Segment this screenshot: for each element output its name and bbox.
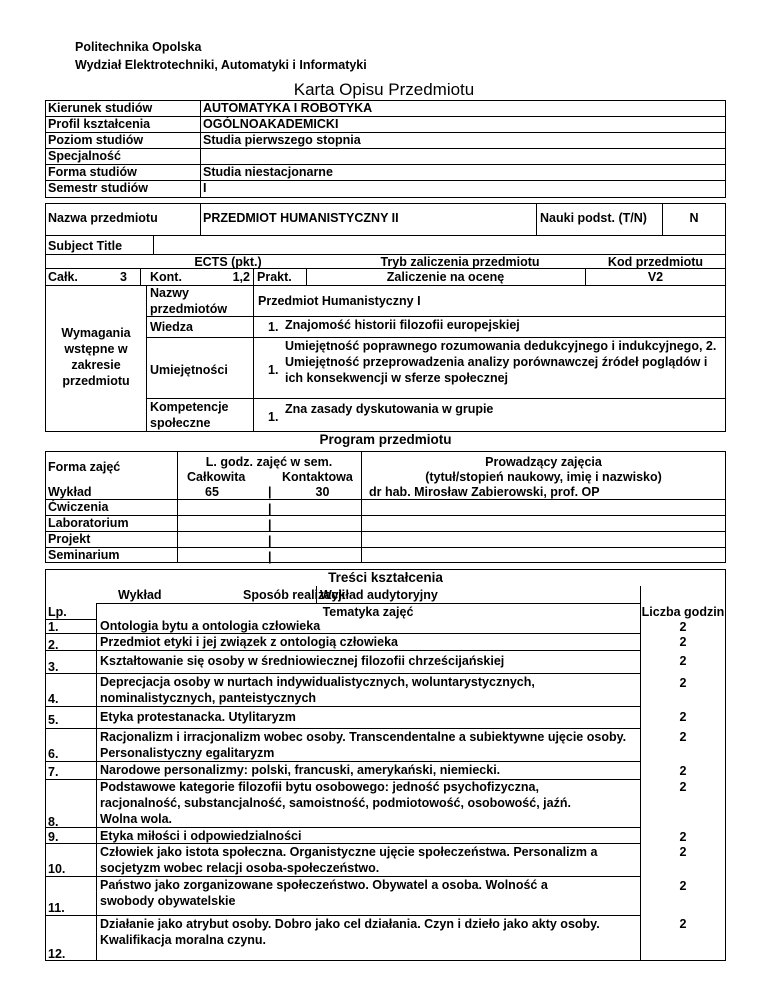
ects-total-value: 3 bbox=[120, 270, 127, 284]
study-level-label: Poziom studiów bbox=[48, 133, 144, 147]
knowledge-num: 1. bbox=[268, 320, 279, 334]
hours-separator: | bbox=[268, 485, 272, 499]
row-number: 8. bbox=[48, 815, 59, 829]
specialty-label: Specjalność bbox=[48, 149, 121, 163]
hours-separator: | bbox=[268, 502, 272, 516]
topic-hours: 2 bbox=[679, 676, 687, 690]
form-name: Laboratorium bbox=[48, 516, 129, 530]
form-name: Seminarium bbox=[48, 548, 120, 562]
social-competence-label: Kompetencje społeczne bbox=[150, 400, 229, 430]
study-field-value: AUTOMATYKA I ROBOTYKA bbox=[203, 101, 373, 115]
row-number: 3. bbox=[48, 660, 59, 674]
ects-total-label: Całk. bbox=[48, 270, 78, 284]
ects-practical-label: Prakt. bbox=[257, 270, 292, 284]
row-number: 9. bbox=[48, 830, 59, 844]
topic-text: Państwo jako zorganizowane społeczeństwo. Obywatel a osoba. Wolność a swobody obywatelskie bbox=[100, 878, 548, 908]
subject-name-value: PRZEDMIOT HUMANISTYCZNY II bbox=[203, 211, 399, 225]
subject-title-label: Subject Title bbox=[48, 239, 123, 253]
row-number: 7. bbox=[48, 765, 59, 779]
topic-hours: 2 bbox=[679, 830, 687, 844]
topic-hours: 2 bbox=[679, 917, 687, 931]
nauki-label: Nauki podst. (T/N) bbox=[540, 211, 647, 225]
study-form-value: Studia niestacjonarne bbox=[203, 165, 333, 179]
form-name: Projekt bbox=[48, 532, 91, 546]
faculty-name: Wydział Elektrotechniki, Automatyki i Informatyki bbox=[75, 58, 367, 72]
total-hours: 65 bbox=[205, 485, 219, 499]
topic-hours: 2 bbox=[679, 710, 687, 724]
row-number: 10. bbox=[48, 862, 66, 876]
row-number: 12. bbox=[48, 947, 66, 961]
realization-label: Sposób realizacji bbox=[243, 588, 346, 602]
topic-text: Podstawowe kategorie filozofii bytu osobowego: jedność psychofizyczna, racjonalność, substancjalność, samoistność, podmiotowość, osobowość, jaźń. Wolna wola. bbox=[100, 780, 571, 826]
form-column-header: Forma zajęć bbox=[48, 460, 121, 474]
topic-text: Ontologia bytu a ontologia człowieka bbox=[100, 619, 321, 633]
topic-hours: 2 bbox=[679, 635, 687, 649]
lp-header: Lp. bbox=[48, 605, 67, 619]
row-number: 11. bbox=[48, 901, 65, 915]
kod-value: V2 bbox=[647, 270, 664, 284]
form-name: Wykład bbox=[48, 485, 92, 499]
hours-count-header: Liczba godzin bbox=[641, 605, 725, 619]
document-title: Karta Opisu Przedmiotu bbox=[293, 80, 475, 99]
topic-header: Tematyka zajęć bbox=[322, 605, 414, 619]
topic-hours: 2 bbox=[679, 780, 687, 794]
ects-contact-value: 1,2 bbox=[232, 270, 250, 284]
content-form: Wykład bbox=[118, 588, 162, 602]
study-form-label: Forma studiów bbox=[48, 165, 137, 179]
row-number: 6. bbox=[48, 747, 59, 761]
topic-text: Kształtowanie się osoby w średniowiecznej filozofii chrześcijańskiej bbox=[100, 654, 505, 668]
social-competence-value: Zna zasady dyskutowania w grupie bbox=[285, 402, 494, 416]
knowledge-value: Znajomość historii filozofii europejskiej bbox=[285, 318, 520, 332]
topic-hours: 2 bbox=[679, 654, 687, 668]
prereq-label: Wymagania wstępne w zakresie przedmiotu bbox=[61, 326, 131, 388]
row-number: 1. bbox=[48, 620, 59, 634]
hours-header: L. godz. zajęć w sem. bbox=[205, 455, 333, 469]
knowledge-label: Wiedza bbox=[150, 320, 193, 334]
row-number: 4. bbox=[48, 692, 59, 706]
skills-value: Umiejętność poprawnego rozumowania dedukcyjnego i indukcyjnego, 2. Umiejętność przeprowadzenia analizy porównawczej źródeł poglądów i ich konsekwencji w sferze społecznej bbox=[285, 339, 717, 385]
tryb-value: Zaliczenie na ocenę bbox=[386, 270, 505, 284]
social-competence-num: 1. bbox=[268, 410, 279, 424]
content-title: Treści kształcenia bbox=[328, 570, 443, 585]
topic-hours: 2 bbox=[679, 879, 687, 893]
program-title: Program przedmiotu bbox=[319, 432, 452, 447]
ects-label: ECTS (pkt.) bbox=[194, 255, 262, 269]
study-field-label: Kierunek studiów bbox=[48, 101, 153, 115]
kod-label: Kod przedmiotu bbox=[607, 255, 704, 269]
subject-name-label: Nazwa przedmiotu bbox=[48, 211, 158, 225]
teacher-name: dr hab. Mirosław Zabierowski, prof. OP bbox=[369, 485, 600, 499]
study-profile-label: Profil kształcenia bbox=[48, 117, 151, 131]
form-name: Ćwiczenia bbox=[48, 500, 109, 514]
semester-label: Semestr studiów bbox=[48, 181, 149, 195]
topic-hours: 2 bbox=[679, 730, 687, 744]
total-hours-header: Całkowita bbox=[187, 470, 246, 484]
nauki-value: N bbox=[689, 211, 699, 225]
university-name: Politechnika Opolska bbox=[75, 40, 202, 54]
hours-separator: | bbox=[268, 534, 272, 548]
contact-hours: 30 bbox=[315, 485, 330, 499]
skills-label: Umiejętności bbox=[150, 363, 228, 377]
topic-text: Etyka miłości i odpowiedzialności bbox=[100, 829, 302, 843]
topic-hours: 2 bbox=[679, 845, 687, 859]
topic-text: Przedmiot etyki i jej związek z ontologią człowieka bbox=[100, 635, 398, 649]
hours-separator: | bbox=[268, 550, 272, 564]
teacher-subheader: (tytuł/stopień naukowy, imię i nazwisko) bbox=[425, 470, 662, 484]
topic-text: Etyka protestanacka. Utylitaryzm bbox=[100, 710, 296, 724]
topic-text: Racjonalizm i irracjonalizm wobec osoby. Transcendentalne a subiektywne ujęcie osoby. Personalistyczny egalitaryzm bbox=[100, 730, 627, 760]
semester-value: I bbox=[203, 181, 207, 195]
realization-value: Wykład audytoryjny bbox=[320, 588, 438, 602]
study-profile-value: OGÓLNOAKADEMICKI bbox=[203, 117, 339, 131]
study-level-value: Studia pierwszego stopnia bbox=[203, 133, 361, 147]
tryb-label: Tryb zaliczenia przedmiotu bbox=[380, 255, 540, 269]
topic-text: Narodowe personalizmy: polski, francuski, amerykański, niemiecki. bbox=[100, 763, 501, 777]
skills-num: 1. bbox=[268, 363, 279, 377]
topic-text: Człowiek jako istota społeczna. Organistyczne ujęcie społeczeństwa. Personalizm a socjetyzm wobec relacji osoba-społeczeństwo. bbox=[100, 845, 598, 875]
prereq-subjects-label: Nazwy przedmiotów bbox=[150, 286, 228, 316]
row-number: 2. bbox=[48, 638, 59, 652]
contact-hours-header: Kontaktowa bbox=[282, 470, 353, 484]
topic-text: Działanie jako atrybut osoby. Dobro jako cel działania. Czyn i dzieło jako akty osoby. Kwalifikacja moralna czynu. bbox=[100, 917, 600, 947]
hours-separator: | bbox=[268, 518, 272, 532]
topic-text: Deprecjacja osoby w nurtach indywidualistycznych, woluntarystycznych, nominalistycznych, panteistycznych bbox=[100, 675, 535, 705]
row-number: 5. bbox=[48, 713, 59, 727]
teacher-header: Prowadzący zajęcia bbox=[485, 455, 602, 469]
topic-hours: 2 bbox=[679, 764, 687, 778]
prereq-subjects-value: Przedmiot Humanistyczny I bbox=[258, 294, 421, 308]
ects-contact-label: Kont. bbox=[150, 270, 182, 284]
topic-hours: 2 bbox=[679, 620, 687, 634]
